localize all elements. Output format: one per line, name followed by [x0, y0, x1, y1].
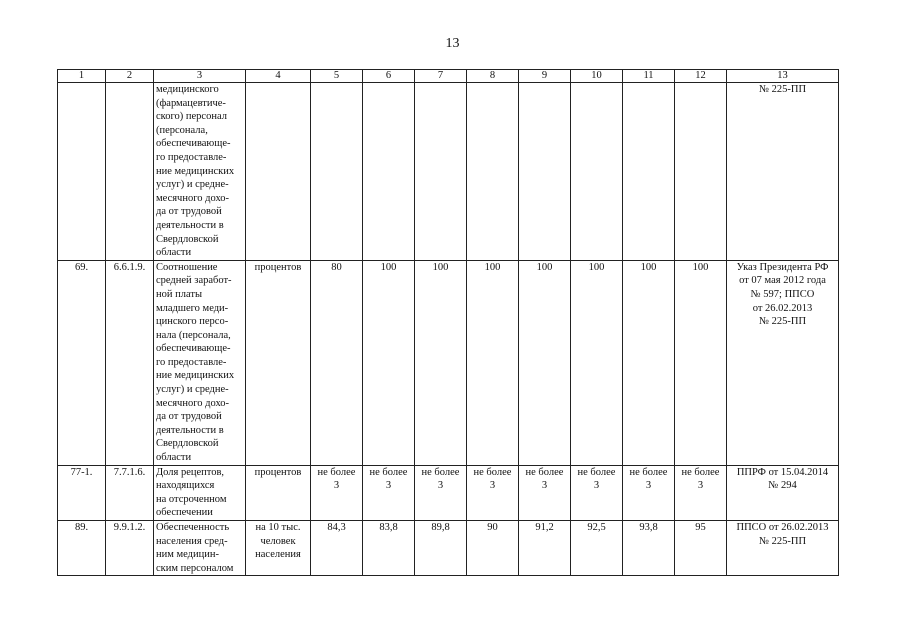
column-number: 9	[519, 70, 571, 83]
row-number: 89.	[58, 521, 106, 576]
value-cell	[311, 83, 363, 261]
value-cell: 92,5	[571, 521, 623, 576]
value-cell	[623, 83, 675, 261]
row-number	[58, 83, 106, 261]
value-cell: 90	[467, 521, 519, 576]
value-cell: не более 3	[363, 465, 415, 520]
column-number: 13	[727, 70, 839, 83]
value-cell	[415, 83, 467, 261]
value-cell: 89,8	[415, 521, 467, 576]
column-number: 6	[363, 70, 415, 83]
row-number: 77-1.	[58, 465, 106, 520]
table-row	[58, 521, 839, 576]
indicator-name: медицинского (фармацевтиче- ского) персонал (персонала, обеспечивающе- го предоставле- ние медицинских услуг) и средне- месячного дохо- да от трудовой деятельности в Свердловской области	[154, 83, 246, 261]
indicator-name: Обеспеченность населения сред- ним медицин- ским персоналом	[154, 521, 246, 576]
unit: на 10 тыс. человек населения	[246, 521, 311, 576]
page-number: 13	[445, 36, 460, 51]
value-cell	[519, 83, 571, 261]
value-cell: 93,8	[623, 521, 675, 576]
value-cell	[571, 83, 623, 261]
column-number: 12	[675, 70, 727, 83]
value-cell: 83,8	[363, 521, 415, 576]
legal-basis: ППСО от 26.02.2013 № 225-ПП	[727, 521, 839, 576]
column-number: 4	[246, 70, 311, 83]
column-number-row	[58, 70, 839, 83]
value-cell: 100	[415, 260, 467, 465]
column-number: 7	[415, 70, 467, 83]
value-cell: 100	[571, 260, 623, 465]
indicator-name: Соотношение средней заработ- ной платы младшего меди- цинского персо- нала (персонала, обеспечивающе- го предоставле- ние медицинских услуг) и средне- месячного дохо- да от трудовой деятельности в Свердловской области	[154, 260, 246, 465]
row-code: 7.7.1.6.	[106, 465, 154, 520]
value-cell: 100	[363, 260, 415, 465]
indicator-name: Доля рецептов, находящихся на отсроченном обеспечении	[154, 465, 246, 520]
row-code: 6.6.1.9.	[106, 260, 154, 465]
value-cell: 91,2	[519, 521, 571, 576]
unit: процентов	[246, 465, 311, 520]
value-cell	[675, 83, 727, 261]
value-cell: не более 3	[467, 465, 519, 520]
legal-basis: № 225-ПП	[727, 83, 839, 261]
value-cell: не более 3	[519, 465, 571, 520]
legal-basis: ППРФ от 15.04.2014 № 294	[727, 465, 839, 520]
value-cell: не более 3	[415, 465, 467, 520]
row-code	[106, 83, 154, 261]
value-cell	[363, 83, 415, 261]
unit: процентов	[246, 260, 311, 465]
column-number: 3	[154, 70, 246, 83]
column-number: 10	[571, 70, 623, 83]
column-number: 2	[106, 70, 154, 83]
table-row	[58, 83, 839, 261]
value-cell: 100	[623, 260, 675, 465]
value-cell: не более 3	[623, 465, 675, 520]
indicators-table	[57, 69, 839, 576]
table-row	[58, 260, 839, 465]
value-cell: не более 3	[675, 465, 727, 520]
column-number: 8	[467, 70, 519, 83]
value-cell: 100	[467, 260, 519, 465]
value-cell: 100	[675, 260, 727, 465]
value-cell: не более 3	[311, 465, 363, 520]
value-cell: 100	[519, 260, 571, 465]
value-cell: 95	[675, 521, 727, 576]
legal-basis: Указ Президента РФ от 07 мая 2012 года № 597; ППСО от 26.02.2013 № 225-ПП	[727, 260, 839, 465]
value-cell: 84,3	[311, 521, 363, 576]
value-cell	[467, 83, 519, 261]
column-number: 11	[623, 70, 675, 83]
unit	[246, 83, 311, 261]
column-number: 1	[58, 70, 106, 83]
table-row	[58, 465, 839, 520]
value-cell: не более 3	[571, 465, 623, 520]
value-cell: 80	[311, 260, 363, 465]
row-number: 69.	[58, 260, 106, 465]
column-number: 5	[311, 70, 363, 83]
row-code: 9.9.1.2.	[106, 521, 154, 576]
